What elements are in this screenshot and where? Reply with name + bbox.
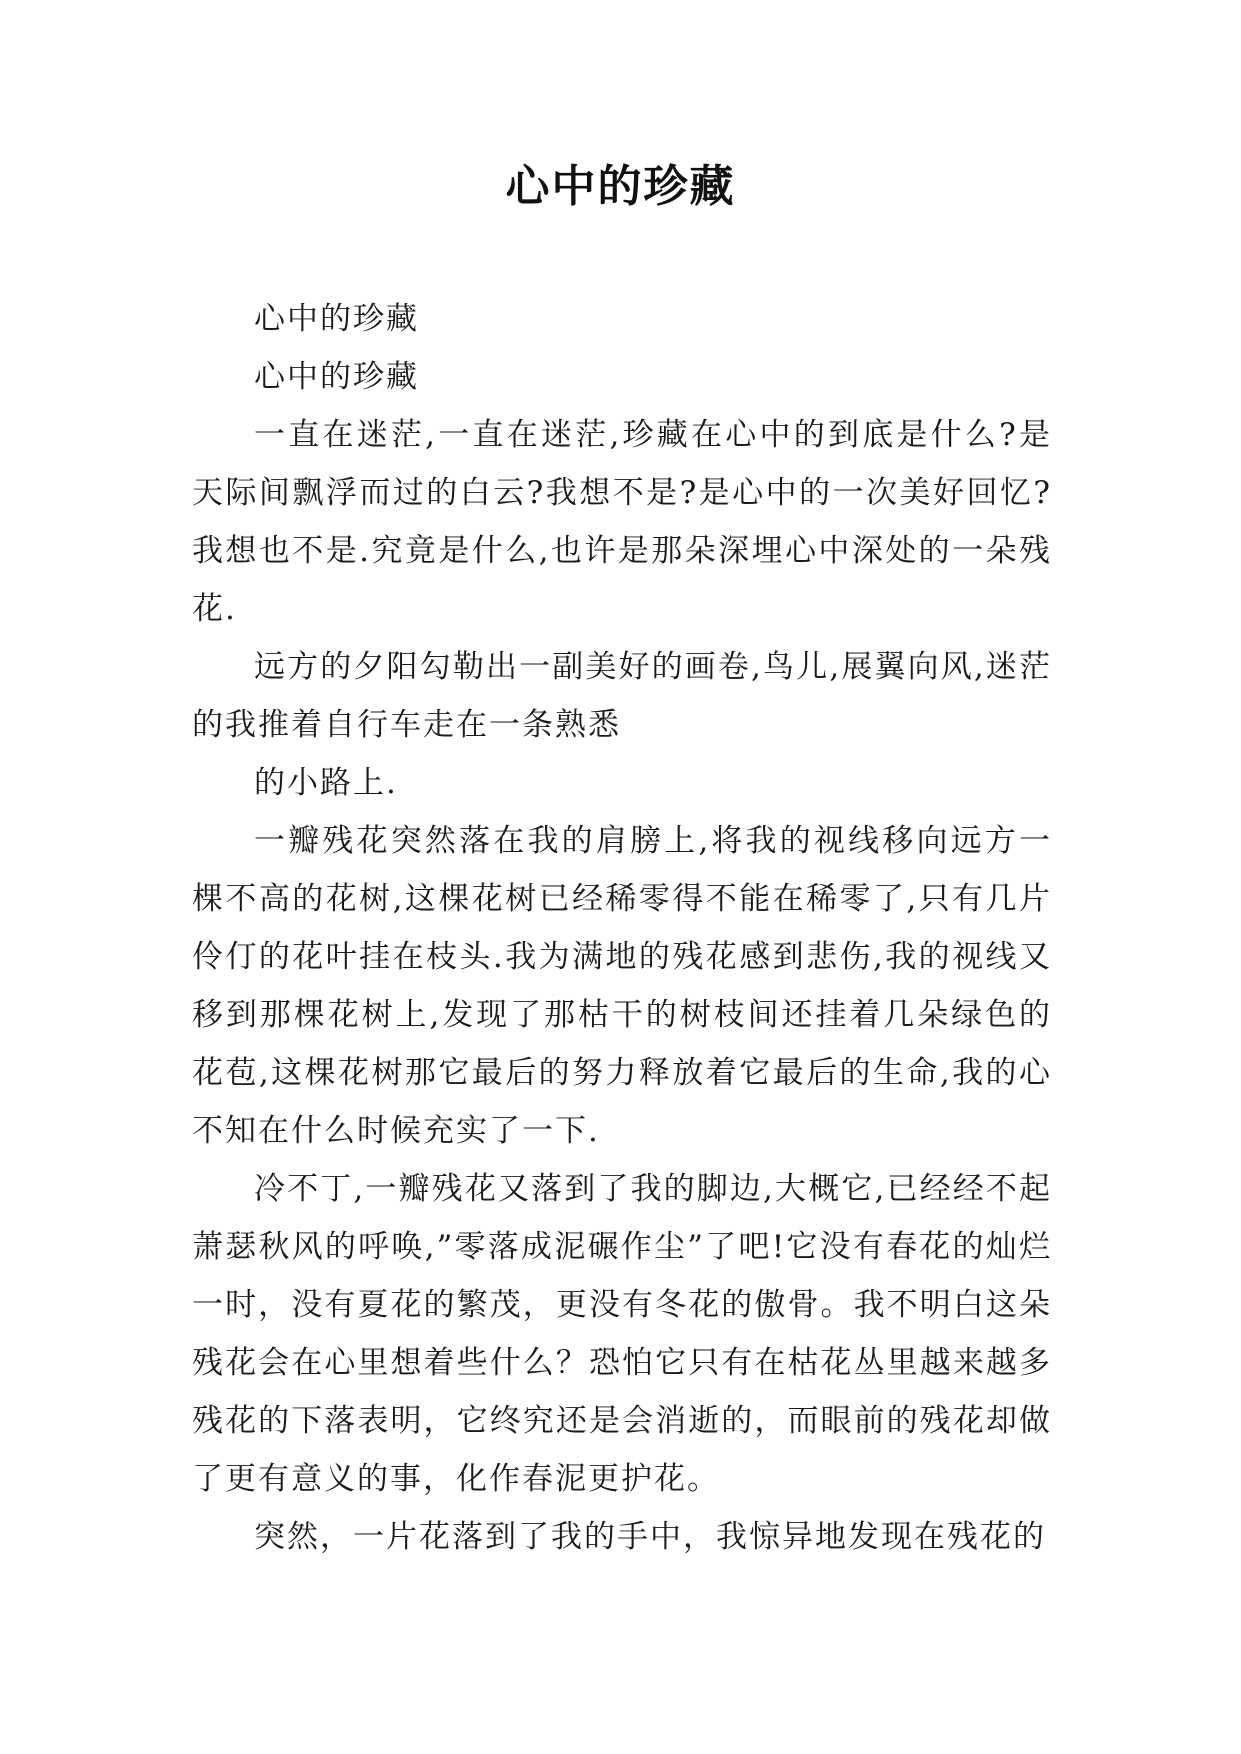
paragraph: 远方的夕阳勾勒出一副美好的画卷,鸟儿,展翼向风,迷茫的我推着自行车走在一条熟悉	[192, 649, 1052, 743]
paragraph: 突然，一片花落到了我的手中，我惊异地发现在残花的	[254, 1519, 1046, 1555]
document-body	[192, 290, 1052, 1566]
paragraph: 冷不丁,一瓣残花又落到了我的脚边,大概它,已经经不起萧瑟秋风的呼唤,”零落成泥碾作尘”了吧!它没有春花的灿烂一时，没有夏花的繁茂，更没有冬花的傲骨。我不明白这朵残花会在心里想着些什么？恐怕它只有在枯花丛里越来越多残花的下落表明，它终究还是会消逝的，而眼前的残花却做了更有意义的事，化作春泥更护花。	[192, 1171, 1052, 1497]
paragraph: 一直在迷茫,一直在迷茫,珍藏在心中的到底是什么?是天际间飘浮而过的白云?我想不是?是心中的一次美好回忆?我想也不是.究竟是什么,也许是那朵深埋心中深处的一朵残花.	[192, 417, 1052, 627]
paragraph: 一瓣残花突然落在我的肩膀上,将我的视线移向远方一棵不高的花树,这棵花树已经稀零得不能在稀零了,只有几片伶仃的花叶挂在枝头.我为满地的残花感到悲伤,我的视线又移到那棵花树上,发现了那枯干的树枝间还挂着几朵绿色的花苞,这棵花树那它最后的努力释放着它最后的生命,我的心不知在什么时候充实了一下.	[192, 823, 1052, 1149]
paragraph: 心中的珍藏	[254, 359, 419, 395]
paragraph: 心中的珍藏	[254, 301, 419, 337]
paragraph: 的小路上.	[254, 765, 398, 801]
document-title: 心中的珍藏	[505, 161, 736, 212]
